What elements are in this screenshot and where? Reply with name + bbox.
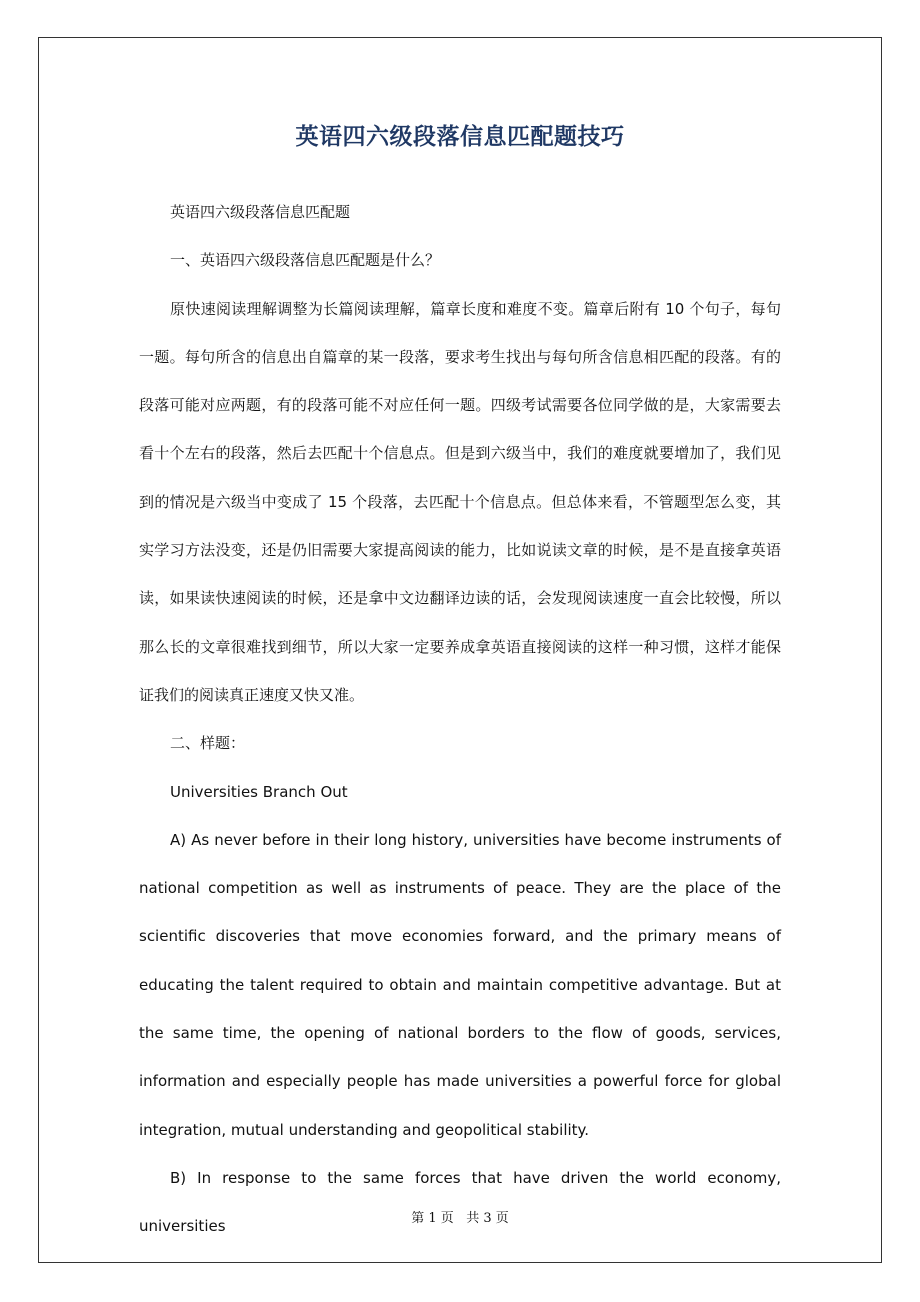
- paragraph-intro: 原快速阅读理解调整为长篇阅读理解，篇章长度和难度不变。篇章后附有 10 个句子，每句一题。每句所含的信息出自篇章的某一段落，要求考生找出与每句所含信息相匹配的段落。有的段落可能对应两题，有的段落可能不对应任何一题。四级考试需要各位同学做的是，大家需要去看十个左右的段落，然后去匹配十个信息点。但是到六级当中，我们的难度就要增加了，我们见到的情况是六级当中变成了 15 个段落，去匹配十个信息点。但总体来看，不管题型怎么变，其实学习方法没变，还是仍旧需要大家提高阅读的能力，比如说读文章的时候，是不是直接拿英语读，如果读快速阅读的时候，还是拿中文边翻译边读的话，会发现阅读速度一直会比较慢，所以那么长的文章很难找到细节，所以大家一定要养成拿英语直接阅读的这样一种习惯，这样才能保证我们的阅读真正速度又快又准。: [139, 299, 781, 704]
- page-footer: 第 1 页 共 3 页: [411, 1211, 509, 1226]
- document-body: [139, 188, 781, 1251]
- sample-title: Universities Branch Out: [170, 782, 348, 801]
- section-two-heading: 二、样题：: [170, 734, 246, 753]
- document-title: 英语四六级段落信息匹配题技巧: [295, 124, 625, 150]
- section-one-heading: 一、英语四六级段落信息匹配题是什么？: [170, 251, 441, 270]
- sample-paragraph-a: A) As never before in their long history, universities have become instruments of national competition as well as instruments of peace. They are the place of the scientific discoveries that move economies forward, and the primary means of educating the talent required to obtain and maintain competitive advantage. But at the same time, the opening of national borders to the flow of goods, services, information and especially people has made universities a powerful force for global integration, mutual understanding and geopolitical stability.: [139, 830, 781, 1139]
- paragraph-heading: 英语四六级段落信息匹配题: [170, 203, 351, 221]
- sample-paragraph-b: B) In response to the same forces that have driven the world economy, universities: [139, 1168, 781, 1236]
